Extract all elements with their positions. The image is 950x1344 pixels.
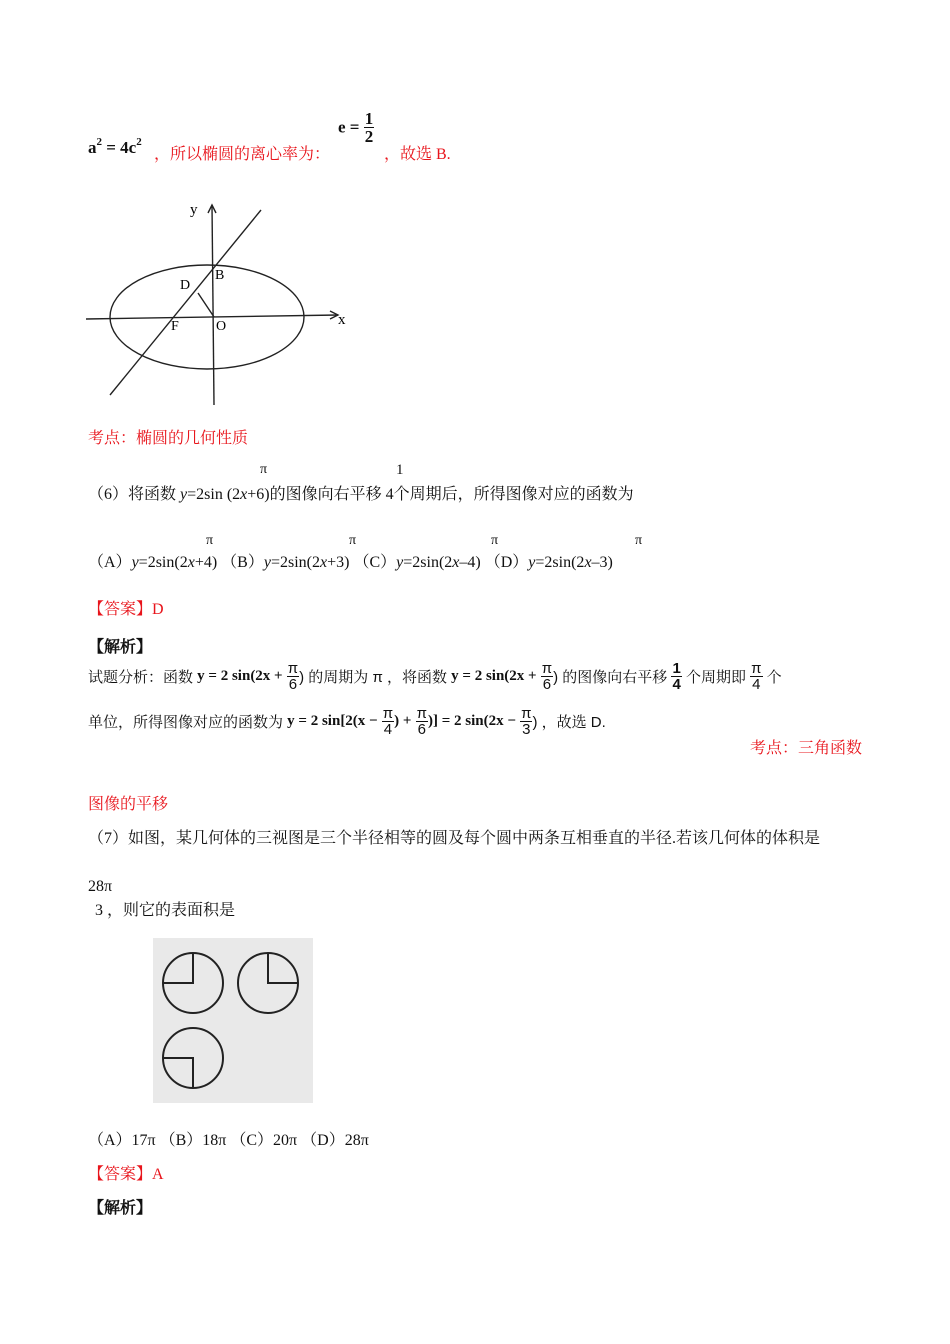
option-prefix: （A）	[88, 554, 132, 571]
q6-stem-c: +6)的图像向右平移 4个周期后，所得图像对应的函数为	[247, 486, 634, 503]
segment-od	[198, 293, 214, 317]
option-var-x: x	[584, 554, 592, 571]
option-prefix: （B）	[221, 554, 264, 571]
frac-pi-6	[541, 661, 553, 692]
analysis-formula: ) +	[394, 713, 412, 729]
frac-pi-6	[287, 661, 299, 692]
label-o: O	[216, 319, 227, 334]
analysis-formula: y = 2 sin[2(x −	[287, 713, 378, 729]
analysis-text: ) 的周期为 π ，将函数	[299, 669, 452, 686]
frac-den: 3	[522, 721, 531, 738]
frac-1-4	[671, 661, 681, 692]
kaodian-ellipse: 考点：椭圆的几何性质	[88, 430, 249, 447]
option-post: –3)	[591, 554, 613, 571]
q6-analysis-line1	[88, 661, 782, 692]
analysis-text: 个周期即	[681, 669, 751, 686]
q6-option-d-pi: π	[635, 533, 643, 548]
analysis-formula: y = 2 sin(2x +	[197, 668, 283, 684]
frac-num: 1	[672, 660, 681, 677]
kaodian-trig-cont: 图像的平移	[88, 796, 169, 813]
option-mid: =2sin(2	[403, 554, 453, 571]
q6-var-x: x	[240, 486, 248, 503]
q6-option-c[interactable]	[353, 554, 480, 571]
analysis-formula: )] = 2 sin(2x −	[427, 713, 516, 729]
option-var-x: x	[452, 554, 460, 571]
q6-jiexi-heading: 【解析】	[88, 639, 153, 656]
q6-one-top: 1	[396, 462, 404, 478]
x-axis	[86, 315, 338, 319]
label-b: B	[215, 268, 225, 283]
option-post: +3)	[327, 554, 350, 571]
frac-den: 6	[542, 676, 552, 693]
frac-den: 6	[288, 676, 298, 693]
frac-den: 4	[383, 721, 393, 738]
q6-option-a[interactable]	[88, 554, 217, 571]
label-f: F	[171, 319, 179, 334]
option-var-y: y	[131, 554, 139, 571]
q6-stem-a: （6）将函数	[88, 486, 181, 503]
frac-num: π	[541, 660, 553, 677]
analysis-formula: y = 2 sin(2x +	[451, 668, 537, 684]
option-post: +4)	[194, 554, 218, 571]
label-d: D	[180, 278, 191, 293]
frac-pi-4	[382, 706, 394, 737]
frac-den: 6	[417, 721, 426, 738]
frac-pi-4	[750, 661, 762, 692]
label-y: y	[190, 202, 198, 218]
equation-a2-4c2	[88, 136, 142, 158]
frac-num: π	[751, 660, 762, 677]
analysis-text: 单位，所得图像对应的函数为	[88, 714, 288, 731]
q6-stem	[88, 481, 634, 504]
q6-var-y: y	[180, 486, 188, 503]
option-mid: =2sin(2	[270, 554, 320, 571]
kaodian-trig: 考点：三角函数	[750, 740, 863, 757]
option-prefix: （D）	[484, 554, 529, 571]
q7-answer: 【答案】A	[88, 1166, 164, 1183]
eq-a: a	[88, 138, 97, 157]
q7-options[interactable]: （A）17π （B）18π （C）20π （D）28π	[88, 1132, 369, 1149]
y-axis	[212, 205, 214, 405]
option-prefix: （C）	[353, 554, 397, 571]
frac-num: π	[382, 705, 394, 722]
e-num: 1	[364, 109, 374, 128]
option-var-y: y	[396, 554, 404, 571]
eccentricity-formula	[338, 110, 374, 145]
label-x: x	[338, 312, 346, 328]
option-var-x: x	[187, 554, 195, 571]
e-den: 2	[364, 127, 374, 146]
frac-den: 4	[752, 676, 761, 693]
option-var-x: x	[320, 554, 328, 571]
analysis-text: ) ，故选 D.	[532, 714, 606, 731]
option-post: –4)	[459, 554, 481, 571]
option-var-y: y	[528, 554, 536, 571]
e-fraction	[364, 110, 375, 145]
q6-option-c-pi: π	[491, 533, 499, 548]
ellipse-figure	[80, 195, 370, 410]
q6-analysis-line2	[88, 706, 606, 737]
analysis-text: ) 的图像向右平移	[553, 669, 672, 686]
frac-num: π	[521, 705, 532, 722]
q7-stem: （7）如图，某几何体的三视图是三个半径相等的圆及每个圆中两条互相垂直的半径.若该几何体的体积是	[88, 830, 821, 847]
eccentricity-text: ，所以椭圆的离心率为：	[154, 146, 331, 163]
q7-stem-continued: 3 ，则它的表面积是	[95, 902, 236, 919]
frac-den: 4	[672, 676, 681, 693]
q6-stem-b: =2sin (2	[187, 486, 241, 503]
frac-num: π	[287, 660, 299, 677]
q6-answer: 【答案】D	[88, 601, 164, 618]
choose-b-text: ，故选 B.	[384, 146, 451, 163]
option-mid: =2sin(2	[138, 554, 188, 571]
q6-option-b-pi: π	[349, 533, 357, 548]
option-mid: =2sin(2	[535, 554, 585, 571]
q6-option-b[interactable]	[221, 554, 349, 571]
q6-option-a-pi: π	[206, 533, 214, 548]
q7-volume-numerator: 28π	[88, 878, 113, 895]
q6-option-d[interactable]	[485, 554, 613, 571]
q7-jiexi-heading: 【解析】	[88, 1200, 153, 1217]
frac-num: π	[416, 705, 427, 722]
analysis-text: 试题分析：函数	[88, 669, 198, 686]
q6-pi-top: π	[260, 462, 268, 477]
eq-exp: 2	[136, 136, 142, 148]
option-var-y: y	[263, 554, 271, 571]
e-lhs: e =	[338, 117, 360, 137]
eq-exp: 2	[96, 136, 102, 148]
frac-pi-3	[520, 706, 532, 737]
q6-options-row	[88, 549, 613, 572]
frac-pi-6	[416, 706, 428, 737]
analysis-text: 个	[762, 669, 782, 686]
eq-mid: = 4c	[102, 138, 137, 157]
three-views-figure	[153, 938, 313, 1103]
